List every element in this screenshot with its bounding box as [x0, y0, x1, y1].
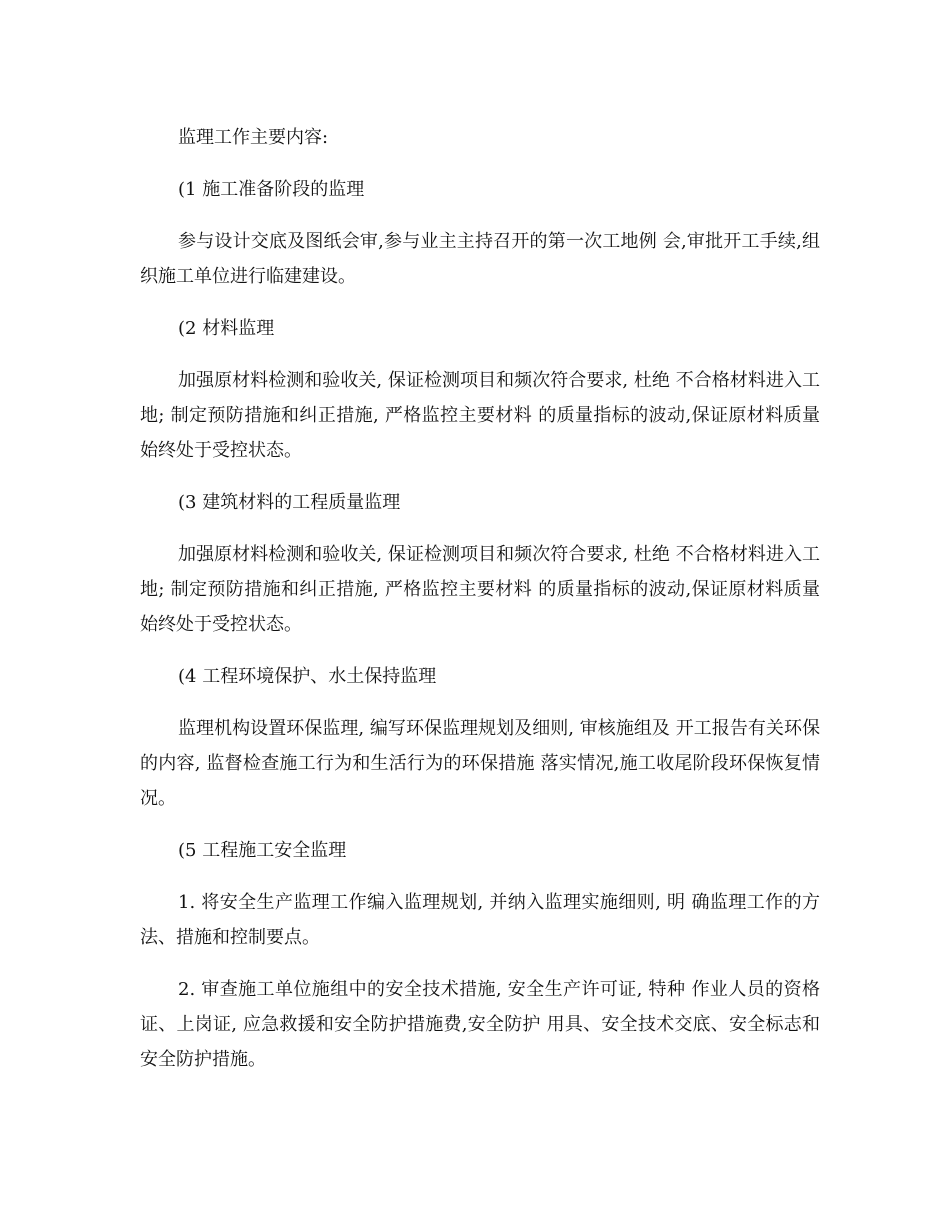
body-paragraph: 加强原材料检测和验收关, 保证检测项目和频次符合要求, 杜绝 不合格材料进入工地; 制定预防措施和纠正措施, 严格监控主要材料 的质量指标的波动,保证原材料质量始终处于受控状态。 — [140, 370, 820, 461]
document-body — [140, 120, 820, 1077]
subsection-heading: (5 工程施工安全监理 — [178, 840, 347, 861]
subsection-heading: (4 工程环境保护、水土保持监理 — [178, 666, 437, 687]
section-heading: 监理工作主要内容: — [178, 127, 329, 148]
list-item: 1. 将安全生产监理工作编入监理规划, 并纳入监理实施细则, 明 确监理工作的方法、措施和控制要点。 — [140, 892, 820, 948]
subsection-heading: (1 施工准备阶段的监理 — [178, 179, 365, 200]
body-paragraph: 参与设计交底及图纸会审,参与业主主持召开的第一次工地例 会,审批开工手续,组织施工单位进行临建建设。 — [140, 231, 820, 287]
body-paragraph: 加强原材料检测和验收关, 保证检测项目和频次符合要求, 杜绝 不合格材料进入工地; 制定预防措施和纠正措施, 严格监控主要材料 的质量指标的波动,保证原材料质量始终处于受控状态。 — [140, 544, 820, 635]
list-item: 2. 审查施工单位施组中的安全技术措施, 安全生产许可证, 特种 作业人员的资格证、上岗证, 应急救援和安全防护措施费,安全防护 用具、安全技术交底、安全标志和安全防护措施。 — [140, 979, 820, 1070]
body-paragraph: 监理机构设置环保监理, 编写环保监理规划及细则, 审核施组及 开工报告有关环保的内容, 监督检查施工行为和生活行为的环保措施 落实情况,施工收尾阶段环保恢复情况。 — [140, 718, 820, 809]
subsection-heading: (2 材料监理 — [178, 318, 275, 339]
subsection-heading: (3 建筑材料的工程质量监理 — [178, 492, 401, 513]
